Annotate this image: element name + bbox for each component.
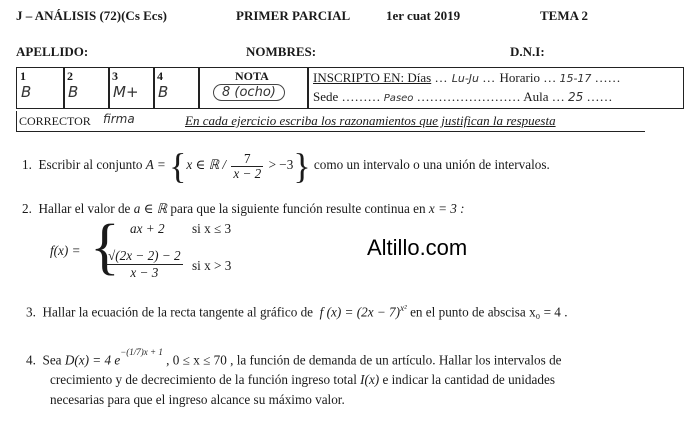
exam-term: 1er cuat 2019 bbox=[386, 8, 461, 23]
course-title: J – ANÁLISIS (72)(Cs Ecs) bbox=[16, 8, 167, 23]
q2-param: a ∈ ℝ bbox=[133, 201, 168, 216]
question-4-line-1 bbox=[26, 347, 562, 368]
q4-line2-i: I(x) bbox=[360, 372, 380, 387]
grade-cell-4 bbox=[153, 67, 200, 109]
question-number: 4. bbox=[26, 352, 36, 368]
inscripto-box bbox=[308, 67, 684, 109]
instruction-text: En cada ejercicio escriba los razonamientos que justifican la respuesta bbox=[185, 113, 556, 128]
sede-value: Paseo bbox=[383, 93, 414, 104]
nota-value: 8 (ocho) bbox=[213, 84, 285, 101]
q1-lead: Escribir al conjunto bbox=[38, 157, 143, 173]
q3-lead: Hallar la ecuación de la recta tangente al gráfico de bbox=[42, 304, 314, 320]
q4-line2-a: crecimiento y de decrecimiento de la función ingreso total bbox=[50, 372, 357, 387]
q2-case2-num: √(2x − 2) − 2 bbox=[108, 248, 181, 263]
q2-case2-cond: si x > 3 bbox=[192, 258, 232, 273]
q2-case2-fraction bbox=[106, 248, 183, 281]
q4-line1-tail: la función de demanda de un artículo. Hallar los intervalos de bbox=[236, 352, 562, 368]
q1-set-cond: x ∈ ℝ / bbox=[186, 157, 227, 173]
q4-exp: −(1/7)x + 1 bbox=[120, 347, 163, 357]
question-3 bbox=[26, 303, 568, 320]
grade-cell-number: 1 bbox=[20, 69, 26, 83]
q1-frac-den: x − 2 bbox=[233, 165, 262, 181]
tema-label: TEMA 2 bbox=[540, 8, 589, 23]
nombres-label: NOMBRES: bbox=[246, 44, 317, 59]
q1-frac-num: 7 bbox=[231, 152, 263, 167]
apellido-label: APELLIDO: bbox=[16, 44, 89, 59]
question-1: 1. Escribir al conjunto A = {x ∈ ℝ / $\frac{7}{x - 2}$ > −3} como un intervalo o una unión de intervalos. bbox=[22, 146, 550, 186]
question-4-line-2 bbox=[50, 372, 555, 388]
q2-case1-expr: ax + 2 bbox=[130, 221, 165, 236]
q2-case2-den: x − 3 bbox=[130, 265, 159, 280]
q1-tail: como un intervalo o una unión de intervalos. bbox=[313, 157, 550, 173]
corrector-signature: firma bbox=[103, 112, 135, 126]
sede-label: Sede bbox=[313, 89, 339, 104]
grade-cell-mark: B bbox=[158, 83, 169, 101]
watermark-text: Altillo.com bbox=[367, 235, 468, 260]
nota-label: NOTA bbox=[235, 69, 269, 83]
q4-domain: , 0 ≤ x ≤ 70 , bbox=[166, 352, 234, 368]
grade-cell-number: 3 bbox=[112, 69, 118, 83]
q3-tail: en el punto de abscisa x₀ = 4 . bbox=[410, 304, 568, 320]
q1-set-lhs: A = bbox=[145, 157, 166, 173]
q2-fx: f(x) = bbox=[50, 243, 81, 258]
inscripto-label: INSCRIPTO EN: Días bbox=[313, 70, 432, 85]
q2-point: x = 3 : bbox=[428, 201, 465, 216]
corrector-label: CORRECTOR bbox=[19, 114, 91, 128]
horario-label: Horario bbox=[499, 70, 540, 85]
grade-cell-mark: B bbox=[68, 83, 79, 101]
question-number: 1. bbox=[22, 157, 32, 173]
aula-value: 25 bbox=[568, 90, 584, 104]
inscripto-row-1: INSCRIPTO EN: Días … Lu-Ju … Horario … 15-17 …… bbox=[313, 70, 621, 85]
q2-lead: Hallar el valor de bbox=[38, 201, 131, 216]
grade-cell-1 bbox=[16, 67, 65, 109]
corrector-row bbox=[16, 111, 645, 132]
dias-value: Lu-Ju bbox=[451, 72, 480, 85]
question-number: 3. bbox=[26, 304, 36, 320]
exam-title: PRIMER PARCIAL bbox=[236, 8, 351, 23]
question-number: 2. bbox=[22, 201, 32, 216]
dni-label: D.N.I: bbox=[510, 44, 545, 59]
grade-cell-mark: B bbox=[21, 83, 32, 101]
q4-line2-b: e indicar la cantidad de unidades bbox=[382, 372, 555, 387]
q4-lead: Sea bbox=[42, 352, 62, 368]
q4-dfunc: D(x) = 4 e bbox=[64, 352, 121, 368]
q2-case1-cond: si x ≤ 3 bbox=[192, 221, 232, 236]
grade-cell-3 bbox=[108, 67, 155, 109]
grade-cell-number: 4 bbox=[157, 69, 163, 83]
inscripto-row-2: Sede ……… Paseo …………………… Aula … 25 …… bbox=[313, 89, 613, 104]
nota-cell bbox=[198, 67, 308, 109]
q3-exp: x² bbox=[400, 303, 407, 313]
horario-value: 15-17 bbox=[559, 72, 592, 85]
q3-func: f (x) = (2x − 7) bbox=[319, 304, 401, 320]
q1-ineq: > −3 bbox=[268, 157, 294, 173]
q2-piecewise-brace: { bbox=[90, 213, 120, 281]
question-4-line-3: necesarias para que el ingreso alcance su máximo valor. bbox=[50, 392, 345, 407]
question-2-lead-line bbox=[22, 201, 465, 217]
grade-cell-mark: M+ bbox=[113, 83, 139, 101]
grade-cell-number: 2 bbox=[67, 69, 73, 83]
q2-mid: para que la siguiente función resulte continua en bbox=[170, 201, 426, 216]
aula-label: Aula bbox=[523, 89, 549, 104]
grade-cell-2 bbox=[63, 67, 110, 109]
q1-fraction bbox=[231, 152, 263, 181]
